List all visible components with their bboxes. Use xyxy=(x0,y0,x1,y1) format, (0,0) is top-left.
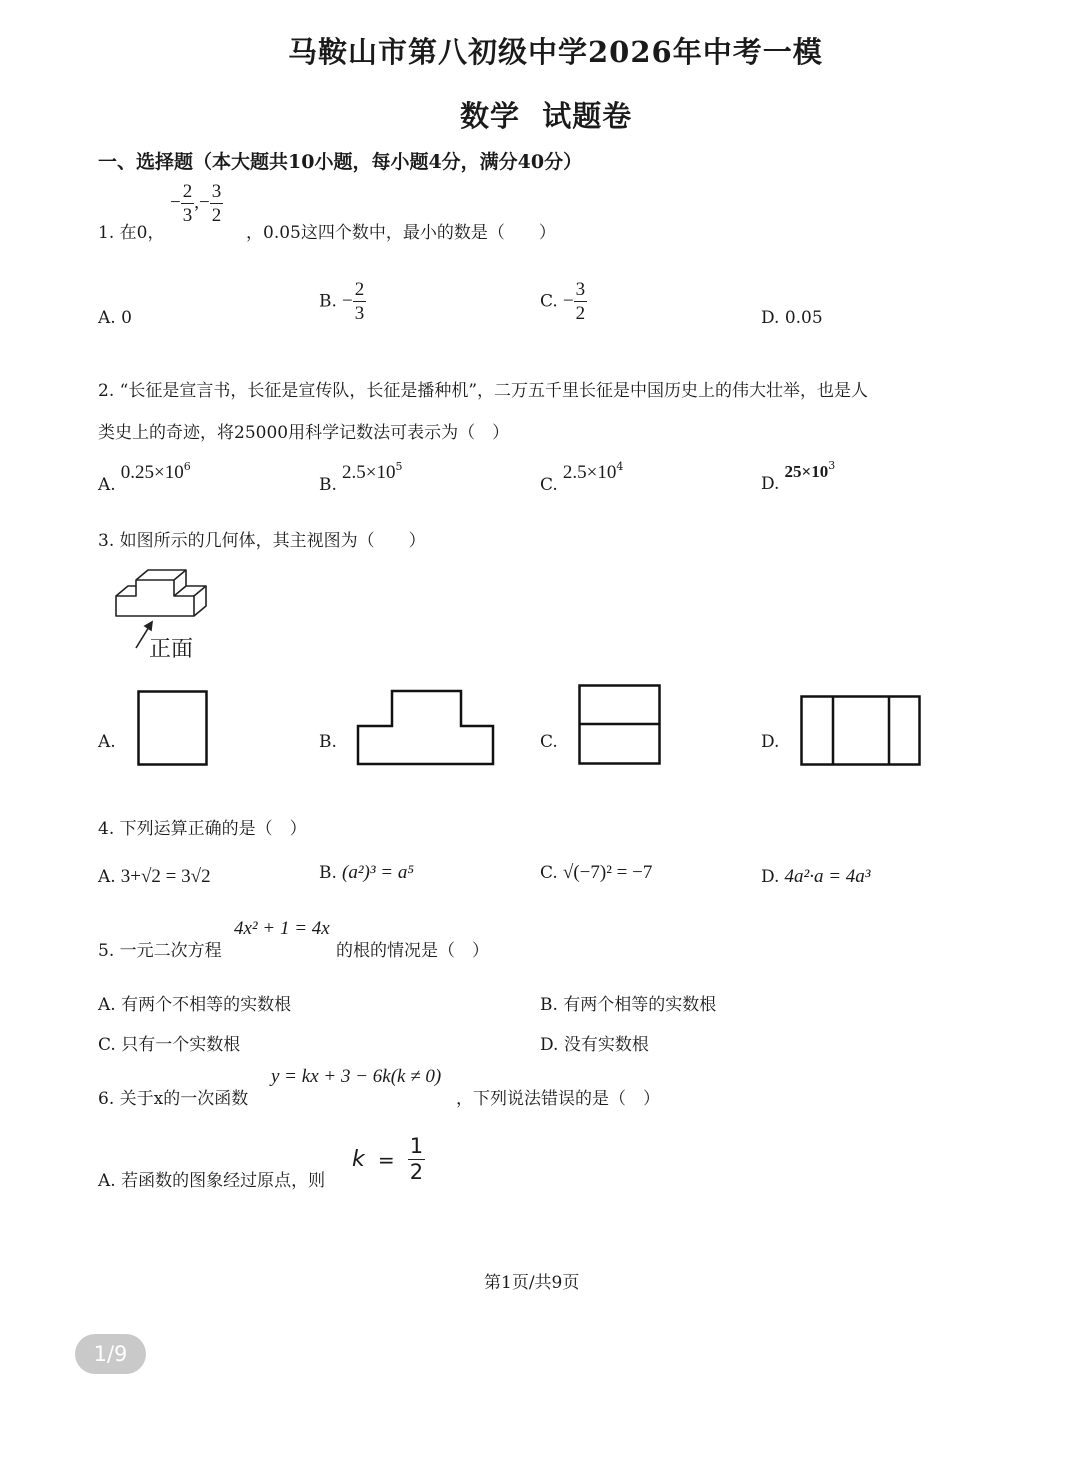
q3-solid-figure xyxy=(110,556,220,626)
q1-option-a[interactable]: A. 0 xyxy=(98,308,132,328)
section-heading: 一、选择题（本大题共10小题，每小题4分，满分40分） xyxy=(98,151,583,173)
q2-line1: 2. “长征是宣言书，长征是宣传队，长征是播种机”，二万五千里长征是中国历史上的伟大壮举，也是人 xyxy=(98,381,869,401)
q4-c-expr: √(−7)² = −7 xyxy=(562,862,653,883)
q6-option-a-text[interactable]: A. 若函数的图象经过原点，则 xyxy=(98,1171,326,1191)
q6-option-a-value[interactable] xyxy=(352,1136,425,1183)
q6-prefix: 6. 关于x的一次函数 xyxy=(98,1089,249,1109)
q5-option-d[interactable]: D. 没有实数根 xyxy=(540,1035,649,1055)
q4-text: 4. 下列运算正确的是（ ） xyxy=(98,819,307,839)
q1-suffix: ，0.05这四个数中，最小的数是（ ） xyxy=(246,223,556,243)
q4-b-label: B. xyxy=(319,863,337,883)
q4-a-label: A. xyxy=(98,867,116,887)
q1-b-label: B. xyxy=(319,291,337,312)
q3-text: 3. 如图所示的几何体，其主视图为（ ） xyxy=(98,531,426,551)
q2-a-label: A. xyxy=(98,475,116,495)
q2-c-base: 2.5×10 xyxy=(562,462,617,483)
q2-c-exp: 4 xyxy=(616,460,624,473)
exam-subtitle: 数学 试题卷 xyxy=(460,99,633,133)
q1-frac2-num: 3 xyxy=(211,181,222,202)
q2-d-base: 25×10 xyxy=(784,462,829,481)
q1-prefix: 1. 在0， xyxy=(98,223,165,243)
q4-d-expr: 4a²·a = 4a³ xyxy=(784,866,871,887)
q5-option-a[interactable]: A. 有两个不相等的实数根 xyxy=(98,995,292,1015)
q2-option-b[interactable] xyxy=(319,460,403,495)
q2-option-c[interactable] xyxy=(540,460,624,495)
q3-option-c[interactable]: C. xyxy=(540,732,558,752)
q2-b-base: 2.5×10 xyxy=(342,462,396,483)
q5-equation: 4x² + 1 = 4x xyxy=(234,918,330,939)
q1-c-den: 2 xyxy=(575,303,586,324)
q1-option-d[interactable]: D. 0.05 xyxy=(761,308,823,328)
q6-a-num: 1 xyxy=(409,1134,424,1158)
q6-suffix: ，下列说法错误的是（ ） xyxy=(456,1089,660,1109)
q2-option-d[interactable] xyxy=(761,459,836,494)
q1-option-b[interactable]: B. − $\frac{2}{3}$ xyxy=(319,279,365,324)
q1-frac2-den: 2 xyxy=(211,205,222,226)
q1-c-label: C. xyxy=(540,291,558,312)
q2-b-label: B. xyxy=(319,475,337,495)
q4-option-a[interactable] xyxy=(98,866,211,888)
q4-c-label: C. xyxy=(540,863,558,883)
q2-line2: 类史上的奇迹，将25000用科学记数法可表示为（ ） xyxy=(98,423,510,443)
q5-option-c[interactable]: C. 只有一个实数根 xyxy=(98,1035,241,1055)
q6-a-eq: = xyxy=(377,1147,395,1172)
page-indicator-badge: 1/9 xyxy=(75,1334,146,1374)
q2-d-exp: 3 xyxy=(828,459,836,472)
q4-b-expr: (a²)³ = a⁵ xyxy=(342,862,414,883)
q3-option-d[interactable]: D. xyxy=(761,732,780,752)
q1-b-den: 3 xyxy=(354,303,365,324)
q3-option-a[interactable]: A. xyxy=(98,732,116,752)
q1-frac1-den: 3 xyxy=(182,205,193,226)
q4-d-label: D. xyxy=(761,867,780,887)
q2-c-label: C. xyxy=(540,475,558,495)
q3-option-b-figure[interactable] xyxy=(356,689,496,767)
q4-option-d[interactable] xyxy=(761,866,871,888)
q3-front-label: 正面 xyxy=(149,637,194,662)
q3-option-c-figure[interactable] xyxy=(578,684,662,766)
q1-sep: , xyxy=(194,192,199,213)
q5-prefix: 5. 一元二次方程 xyxy=(98,941,222,961)
q3-option-d-figure[interactable] xyxy=(800,695,922,767)
q2-a-exp: 6 xyxy=(183,460,191,473)
q6-a-den: 2 xyxy=(409,1160,424,1184)
q2-a-base: 0.25×10 xyxy=(120,462,184,483)
q1-b-num: 2 xyxy=(354,279,365,300)
q5-option-b[interactable]: B. 有两个相等的实数根 xyxy=(540,995,717,1015)
q6-function: y = kx + 3 − 6k(k ≠ 0) xyxy=(271,1066,442,1087)
q5-suffix: 的根的情况是（ ） xyxy=(336,941,489,961)
q3-option-b[interactable]: B. xyxy=(319,732,337,752)
q1-option-c[interactable]: C. − $\frac{3}{2}$ xyxy=(540,279,586,324)
q1-fractions: − $\frac{2}{3}$ ,− $\frac{3}{2}$ xyxy=(170,181,222,226)
q3-option-a-figure[interactable] xyxy=(137,690,209,766)
q1-frac1-num: 2 xyxy=(182,181,193,202)
q1-c-num: 3 xyxy=(575,279,586,300)
exam-title: 马鞍山市第八初级中学2026年中考一模 xyxy=(288,35,823,69)
q4-option-c[interactable] xyxy=(540,862,652,884)
q4-a-expr: 3+√2 = 3√2 xyxy=(120,866,211,887)
q2-b-exp: 5 xyxy=(395,460,403,473)
q6-a-k: k xyxy=(352,1147,365,1172)
q4-option-b[interactable] xyxy=(319,862,414,884)
page-number-text: 第1页/共9页 xyxy=(484,1273,580,1293)
q2-d-label: D. xyxy=(761,474,780,494)
q2-option-a[interactable] xyxy=(98,460,191,495)
